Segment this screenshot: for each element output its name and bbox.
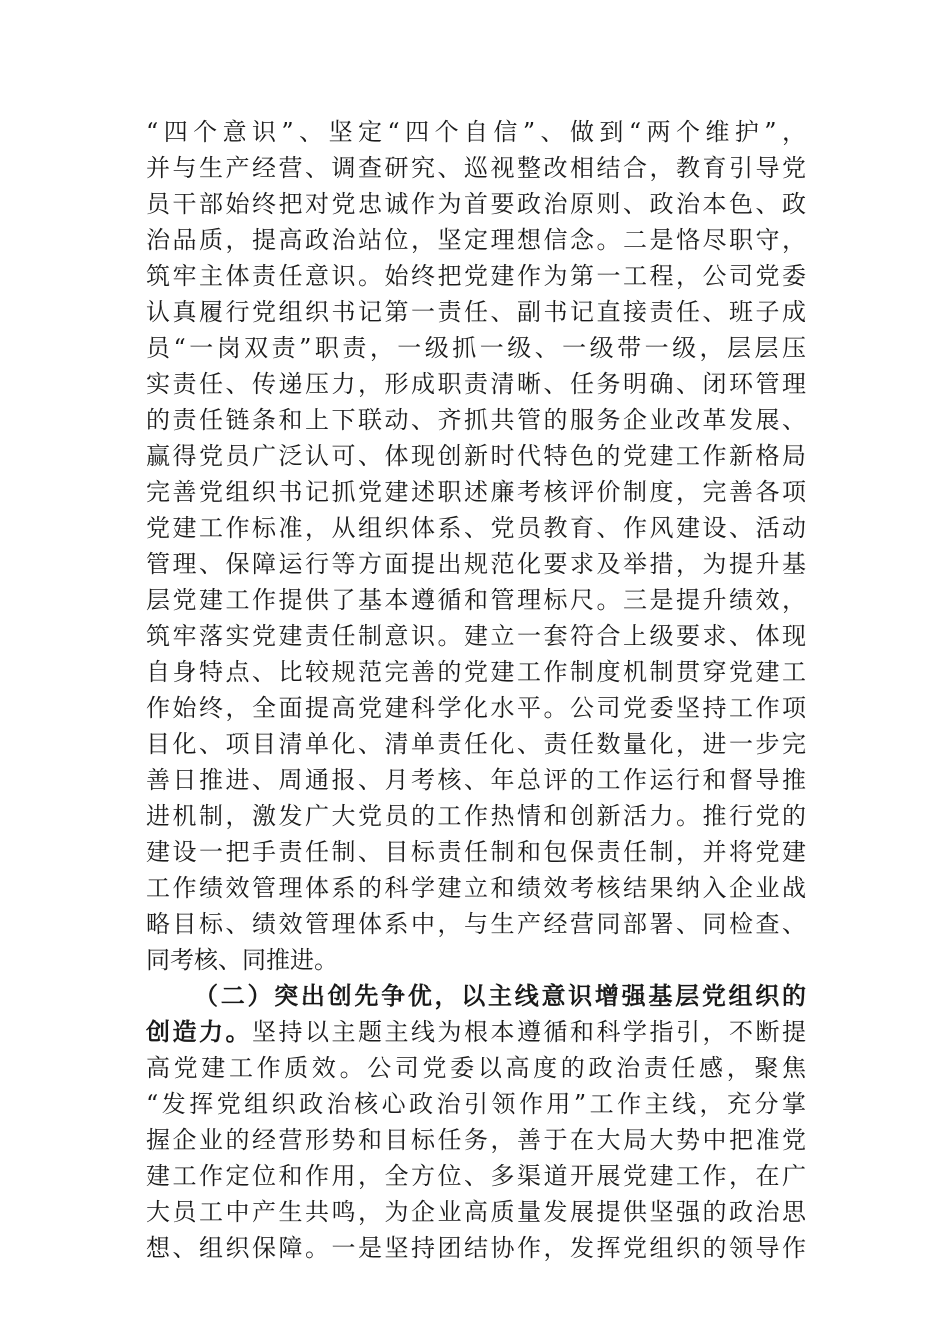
text-line: 并与生产经营、调查研究、巡视整改相结合，教育引导党: [146, 154, 806, 182]
text-line: 作始终，全面提高党建科学化水平。公司党委坚持工作项: [146, 694, 806, 722]
text-line: 筑牢落实党建责任制意识。建立一套符合上级要求、体现: [146, 622, 806, 650]
text-line: 自身特点、比较规范完善的党建工作制度机制贯穿党建工: [146, 658, 806, 686]
text-line: 目化、项目清单化、清单责任化、责任数量化，进一步完: [146, 730, 806, 758]
section-heading-line: （二）突出创先争优，以主线意识增强基层党组织的: [194, 981, 806, 1010]
text-line: 的责任链条和上下联动、齐抓共管的服务企业改革发展、: [146, 406, 806, 434]
text-run: 坚持以主题主线为根本遵循和科学指引，不断提: [252, 1018, 806, 1046]
text-line: 管理、保障运行等方面提出规范化要求及举措，为提升基: [146, 550, 806, 578]
text-line: 实责任、传递压力，形成职责清晰、任务明确、闭环管理: [146, 370, 806, 398]
text-line: [146, 1014, 806, 1050]
text-line: 员干部始终把对党忠诚作为首要政治原则、政治本色、政: [146, 190, 806, 218]
text-line: 善日推进、周通报、月考核、年总评的工作运行和督导推: [146, 766, 806, 794]
text-line: 治品质，提高政治站位，坚定理想信念。二是恪尽职守，: [146, 226, 806, 254]
text-line: 同考核、同推进。: [146, 946, 338, 974]
body-text: [146, 114, 806, 1266]
text-line: “四个意识”、坚定“四个自信”、做到“两个维护”，: [146, 118, 806, 146]
text-line: 握企业的经营形势和目标任务，善于在大局大势中把准党: [146, 1126, 806, 1154]
text-line: 进机制，激发广大党员的工作热情和创新活力。推行党的: [146, 802, 806, 830]
text-line: 党建工作标准，从组织体系、党员教育、作风建设、活动: [146, 514, 806, 542]
section-heading-tail: 创造力。: [146, 1017, 252, 1046]
text-line: 工作绩效管理体系的科学建立和绩效考核结果纳入企业战: [146, 874, 806, 902]
text-line: 认真履行党组织书记第一责任、副书记直接责任、班子成: [146, 298, 806, 326]
text-line: 赢得党员广泛认可、体现创新时代特色的党建工作新格局: [146, 442, 806, 470]
text-line: 高党建工作质效。公司党委以高度的政治责任感，聚焦: [146, 1054, 806, 1082]
text-line: 建设一把手责任制、目标责任制和包保责任制，并将党建: [146, 838, 806, 866]
text-line: 略目标、绩效管理体系中，与生产经营同部署、同检查、: [146, 910, 806, 938]
text-line: 筑牢主体责任意识。始终把党建作为第一工程，公司党委: [146, 262, 806, 290]
text-line: 大员工中产生共鸣，为企业高质量发展提供坚强的政治思: [146, 1198, 806, 1226]
text-line: 层党建工作提供了基本遵循和管理标尺。三是提升绩效，: [146, 586, 806, 614]
text-line: 员“一岗双责”职责，一级抓一级、一级带一级，层层压: [146, 334, 806, 362]
text-line: “发挥党组织政治核心政治引领作用”工作主线，充分掌: [146, 1090, 806, 1118]
text-line: 完善党组织书记抓党建述职述廉考核评价制度，完善各项: [146, 478, 806, 506]
text-line: 想、组织保障。一是坚持团结协作，发挥党组织的领导作: [146, 1234, 806, 1262]
text-line: 建工作定位和作用，全方位、多渠道开展党建工作，在广: [146, 1162, 806, 1190]
